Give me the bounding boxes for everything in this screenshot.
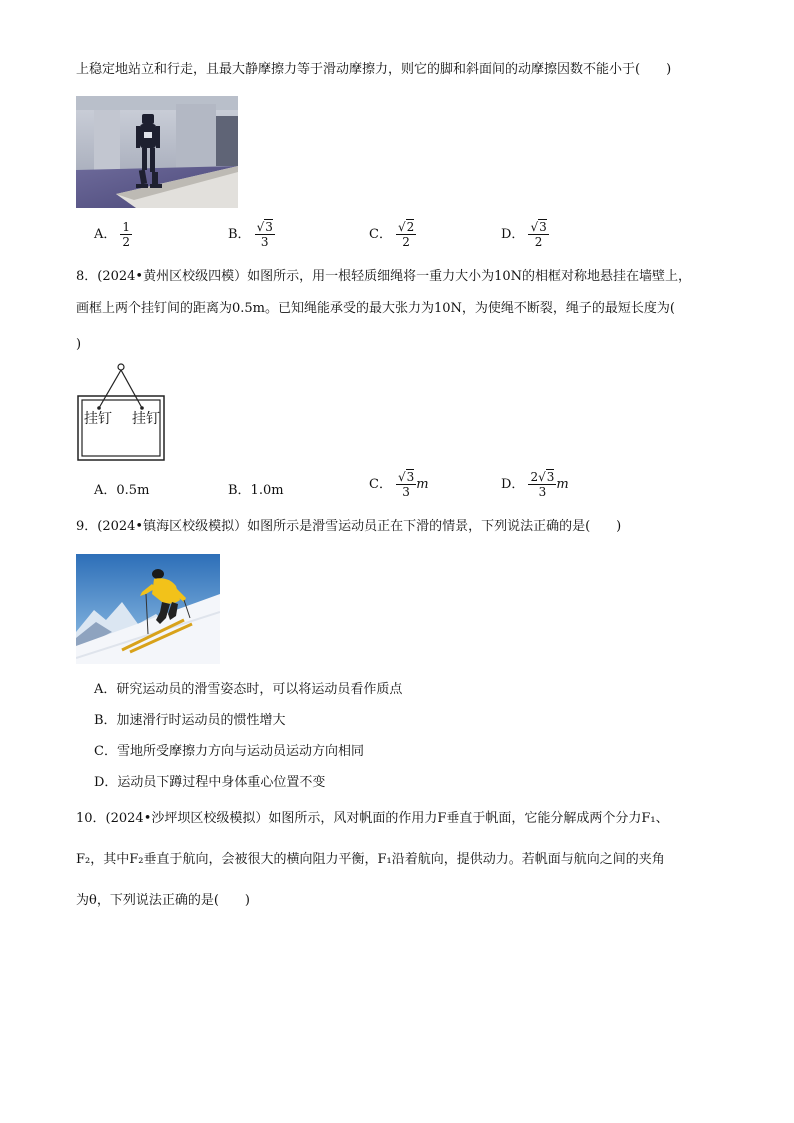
fraction [528,470,556,499]
q8-stem-line2: 画框上两个挂钉间的距离为0.5m。已知绳能承受的最大张力为10N，为使绳不断裂，绳子的最短长度为( [76,301,675,316]
q7-stem-continuation: 上稳定地站立和行走，且最大静摩擦力等于滑动摩擦力，则它的脚和斜面间的动摩擦因数不能小于( ) [76,62,672,77]
q9-choice-d: D．运动员下蹲过程中身体重心位置不变 [94,775,326,790]
fraction [528,220,548,249]
q8-option-d [501,470,569,499]
unit: m [416,477,429,492]
fraction [396,220,416,249]
nail-label-left: 挂钉 [84,411,112,427]
q9-choice-c: C．雪地所受摩擦力方向与运动员运动方向相同 [94,744,364,759]
q7-option-c [369,220,416,249]
option-letter: C． [369,227,392,242]
option-letter: D． [501,477,525,492]
numerator: √2 [397,220,415,234]
q9-choice-b: B．加速滑行时运动员的惯性增大 [94,713,286,728]
skier-photo [76,554,220,664]
picture-frame-diagram [76,362,168,464]
q8-option-b: B．1.0m [228,483,284,498]
denominator: 3 [538,485,547,499]
fraction [120,220,132,249]
q9-stem: 9．(2024•镇海区校级模拟）如图所示是滑雪运动员正在下滑的情景，下列说法正确的是( ) [76,519,622,534]
q8-stem-line3: ) [76,337,82,352]
q9-choice-a: A．研究运动员的滑雪姿态时，可以将运动员看作质点 [94,682,403,697]
q8-option-a: A．0.5m [94,483,150,498]
q7-option-b [228,220,275,249]
q8-stem-line1: 8．(2024•黄州区校级四模）如图所示，用一根轻质细绳将一重力大小为10N的相框对称地悬挂在墙壁上， [76,269,692,284]
denominator: 2 [122,235,131,249]
denominator: 3 [260,235,269,249]
nail-label-right: 挂钉 [132,411,160,427]
q7-option-d [501,220,549,249]
q10-stem-line3: 为θ，下列说法正确的是( ) [76,893,250,908]
unit: m [556,477,569,492]
denominator: 2 [402,235,410,249]
q8-option-c [369,470,429,499]
fraction [396,470,416,499]
robot-photo [76,96,238,208]
numerator: √3 [530,220,547,234]
numerator: 2√3 [530,470,555,484]
option-letter: D． [501,227,525,242]
denominator: 2 [534,235,543,249]
option-letter: C． [369,477,392,492]
option-letter: B． [228,227,251,242]
numerator: 1 [122,220,131,234]
q10-stem-line1: 10．(2024•沙坪坝区校级模拟）如图所示，风对帆面的作用力F垂直于帆面，它能分解成两个分力F₁、 [76,811,669,826]
numerator: √3 [397,470,415,484]
numerator: √3 [256,220,273,234]
q10-stem-line2: F₂，其中F₂垂直于航向，会被很大的横向阻力平衡，F₁沿着航向，提供动力。若帆面与航向之间的夹角 [76,852,665,867]
denominator: 3 [402,485,410,499]
option-letter: A． [94,227,117,242]
q7-option-a [94,220,132,249]
fraction [255,220,275,249]
